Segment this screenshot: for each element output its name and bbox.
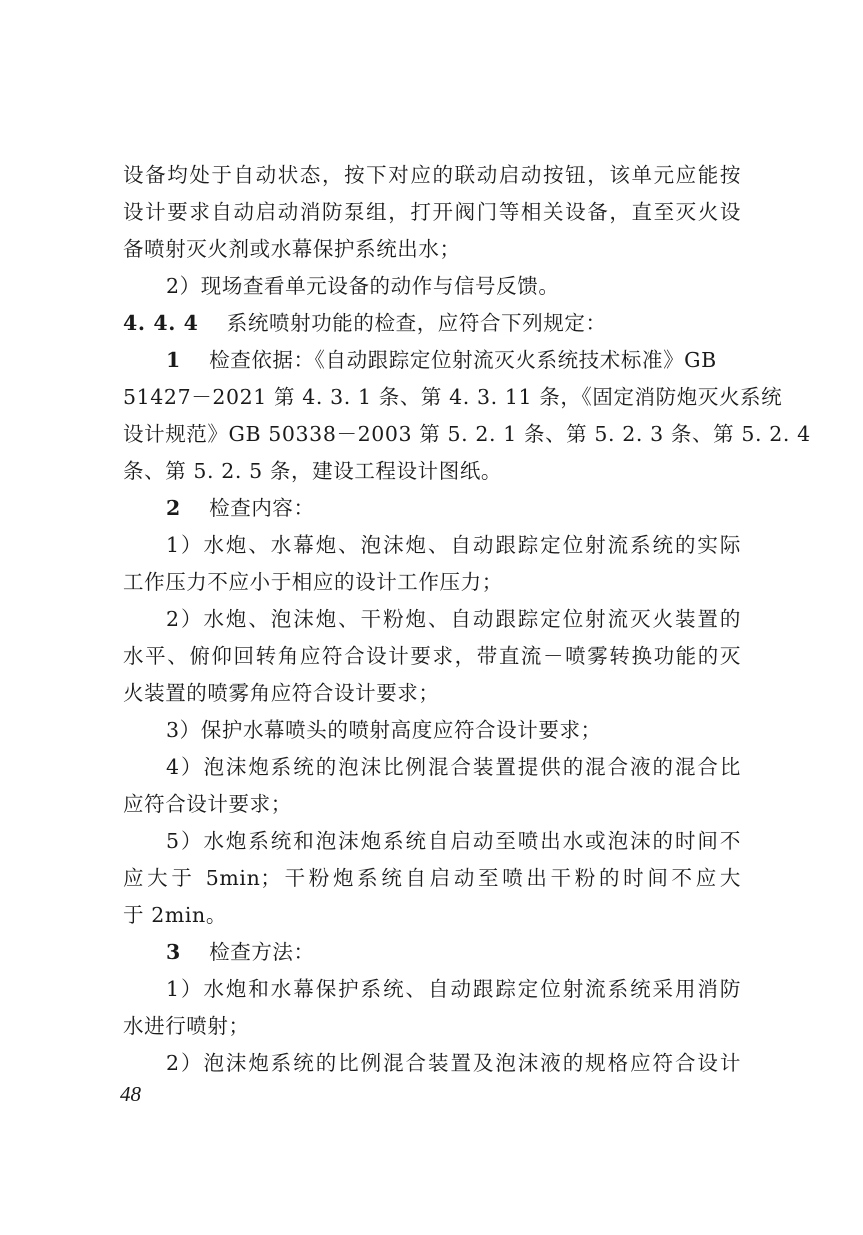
text-line: 应符合设计要求；	[123, 792, 292, 816]
item-text: 检查依据：《自动跟踪定位射流灭火系统技术标准》GB	[209, 348, 717, 372]
text-line: 应大于 5min；干粉炮系统自启动至喷出干粉的时间不应大	[123, 866, 741, 890]
text-line: 4）泡沫炮系统的泡沫比例混合装置提供的混合液的混合比	[166, 755, 741, 779]
item-line	[166, 937, 741, 967]
text-line: 3）保护水幕喷头的喷射高度应符合设计要求；	[166, 718, 602, 742]
text-line: 设备均处于自动状态，按下对应的联动启动按钮，该单元应能按	[123, 163, 741, 187]
text-line: 备喷射灭火剂或水幕保护系统出水；	[123, 237, 461, 261]
page-number: 48	[120, 1082, 141, 1106]
section-number: 4. 4. 4	[123, 311, 199, 335]
text-line: 水进行喷射；	[123, 1014, 250, 1038]
item-line	[166, 345, 741, 375]
item-number: 1	[166, 348, 181, 372]
text-line: 51427－2021 第 4. 3. 1 条、第 4. 3. 11 条，《固定消防炮灭火系统	[123, 385, 783, 409]
item-text: 检查内容：	[209, 496, 315, 520]
text-line: 1）水炮、水幕炮、泡沫炮、自动跟踪定位射流系统的实际	[166, 533, 741, 557]
text-line: 火装置的喷雾角应符合设计要求；	[123, 681, 440, 705]
item-number: 3	[166, 940, 181, 964]
text-line: 设计规范》GB 50338－2003 第 5. 2. 1 条、第 5. 2. 3 条、第 5. 2. 4	[123, 422, 811, 446]
text-line: 2）泡沫炮系统的比例混合装置及泡沫液的规格应符合设计	[166, 1051, 741, 1075]
item-text: 检查方法：	[209, 940, 315, 964]
text-line: 5）水炮系统和泡沫炮系统自启动至喷出水或泡沫的时间不	[166, 829, 741, 853]
text-line: 1）水炮和水幕保护系统、自动跟踪定位射流系统采用消防	[166, 977, 741, 1001]
text-line: 水平、俯仰回转角应符合设计要求，带直流－喷雾转换功能的灭	[123, 644, 741, 668]
section-heading	[123, 308, 741, 338]
item-number: 2	[166, 496, 181, 520]
text-line: 2）水炮、泡沫炮、干粉炮、自动跟踪定位射流灭火装置的	[166, 607, 741, 631]
item-line	[166, 493, 741, 523]
text-line: 2）现场查看单元设备的动作与信号反馈。	[166, 274, 560, 298]
text-line: 条、第 5. 2. 5 条，建设工程设计图纸。	[123, 459, 503, 483]
text-line: 工作压力不应小于相应的设计工作压力；	[123, 570, 503, 594]
text-line: 于 2min。	[123, 903, 227, 927]
section-text: 系统喷射功能的检查，应符合下列规定：	[226, 311, 607, 335]
text-line: 设计要求自动启动消防泵组，打开阀门等相关设备，直至灭火设	[123, 200, 741, 224]
